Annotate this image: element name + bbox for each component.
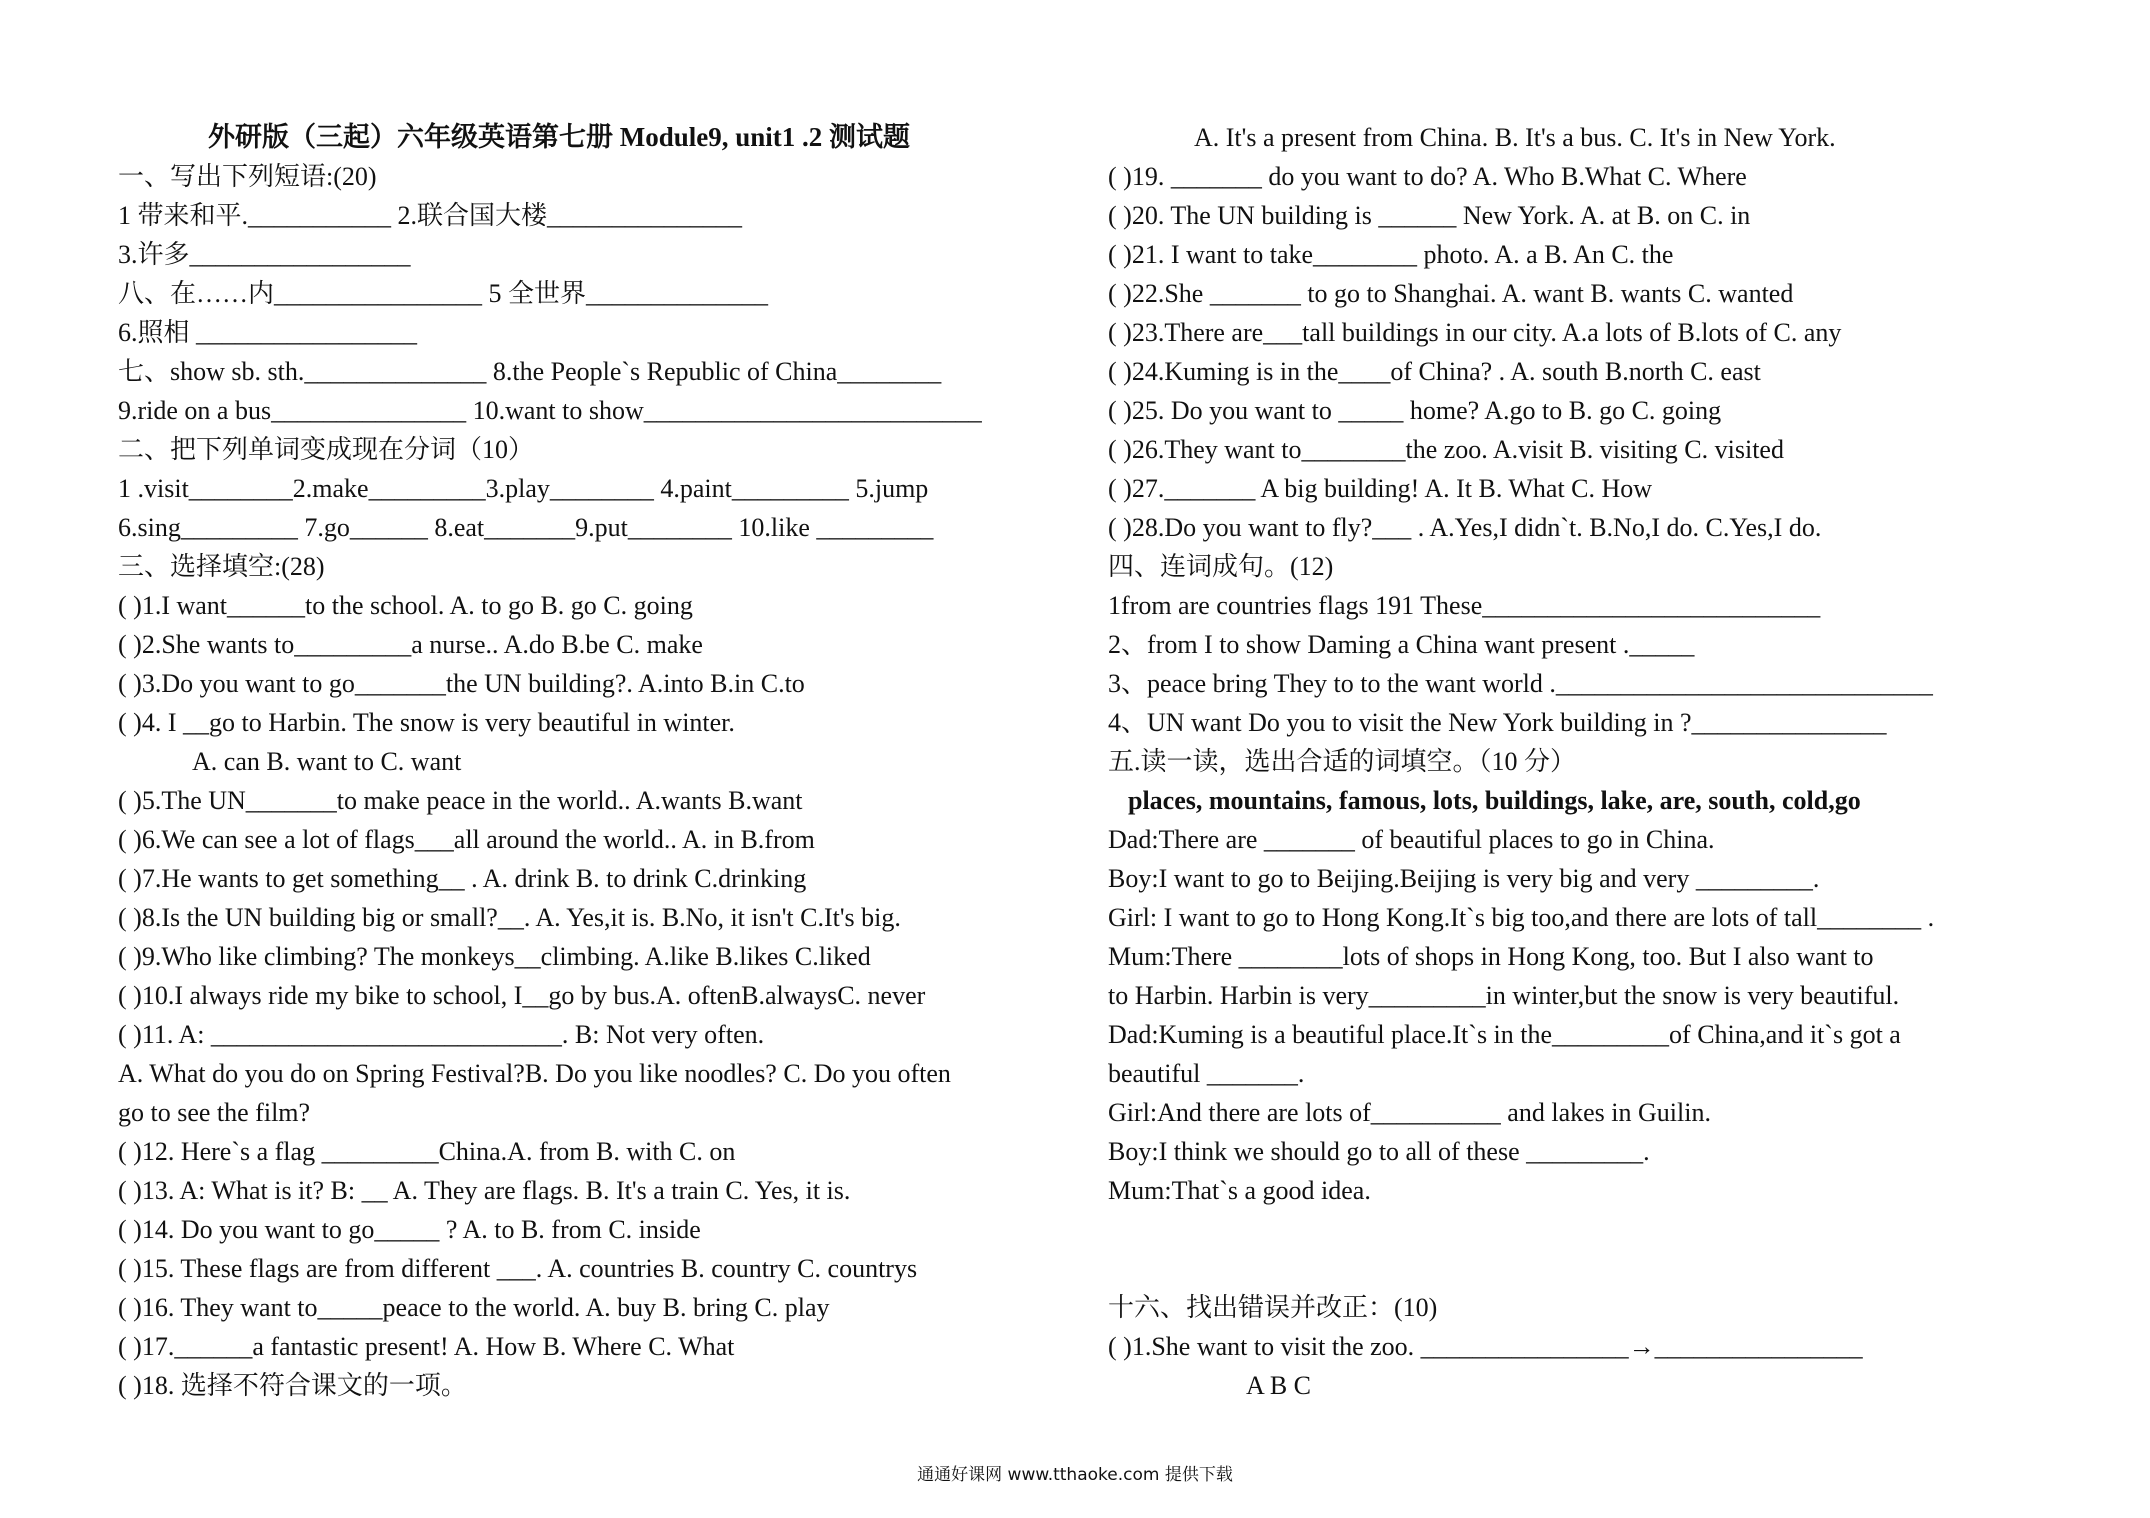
question-line: ( )15. These flags are from different ___. A. countries B. country C. countrys	[118, 1254, 918, 1283]
question-line: 9.ride on a bus_______________ 10.want to show__________________________	[118, 396, 982, 425]
section-heading-reading: 五.读一读，选出合适的词填空。（10 分）	[1108, 747, 1577, 776]
question-line: 6.照相 _________________	[118, 318, 418, 347]
section-heading-corrections: 十六、找出错误并改正：(10)	[1108, 1293, 1438, 1322]
dialogue-line: Dad:There are _______ of beautiful places to go in China.	[1108, 825, 1715, 854]
right-column	[1108, 118, 2058, 1405]
section-heading-phrases: 一、写出下列短语:(20)	[118, 162, 377, 191]
dialogue-line: Mum:There ________lots of shops in Hong Kong, too. But I also want to	[1108, 942, 1874, 971]
question-line: ( )26.They want to________the zoo. A.visit B. visiting C. visited	[1108, 435, 1784, 464]
dialogue-line: Boy:I want to go to Beijing.Beijing is very big and very _________.	[1108, 864, 1820, 893]
dialogue-line: Dad:Kuming is a beautiful place.It`s in the_________of China,and it`s got a	[1108, 1020, 1901, 1049]
question-line: 1 .visit________2.make_________3.play________ 4.paint_________ 5.jump	[118, 474, 929, 503]
question-line: ( )10.I always ride my bike to school, I__go by bus.A. oftenB.alwaysC. never	[118, 981, 926, 1010]
option-letters: A B C	[1246, 1371, 1312, 1400]
left-column	[118, 118, 1068, 1405]
question-line: ( )14. Do you want to go_____ ? A. to B. from C. inside	[118, 1215, 701, 1244]
question-line: ( )1.She want to visit the zoo. ________________→________________	[1108, 1332, 1863, 1361]
question-line: 2、from I to show Daming a China want present ._____	[1108, 630, 1695, 659]
dialogue-line: beautiful _______.	[1108, 1059, 1305, 1088]
question-line: 1 带来和平.___________ 2.联合国大楼_______________	[118, 201, 743, 230]
question-options: go to see the film?	[118, 1098, 311, 1127]
question-line: ( )6.We can see a lot of flags___all around the world.. A. in B.from	[118, 825, 815, 854]
question-options: A. What do you do on Spring Festival?B. Do you like noodles? C. Do you often	[118, 1059, 951, 1088]
question-line: ( )5.The UN_______to make peace in the world.. A.wants B.want	[118, 786, 803, 815]
question-line: ( )22.She _______ to go to Shanghai. A. want B. wants C. wanted	[1108, 279, 1794, 308]
question-line: ( )21. I want to take________ photo. A. a B. An C. the	[1108, 240, 1674, 269]
question-line: ( )19. _______ do you want to do? A. Who B.What C. Where	[1108, 162, 1747, 191]
question-line: ( )17.______a fantastic present! A. How B. Where C. What	[118, 1332, 735, 1361]
question-line: ( )16. They want to_____peace to the world. A. buy B. bring C. play	[118, 1293, 830, 1322]
question-line: ( )9.Who like climbing? The monkeys__climbing. A.like B.likes C.liked	[118, 942, 871, 971]
question-line: ( )24.Kuming is in the____of China? . A. south B.north C. east	[1108, 357, 1761, 386]
dialogue-line: Girl: I want to go to Hong Kong.It`s big too,and there are lots of tall________ .	[1108, 903, 1935, 932]
question-line: ( )1.I want______to the school. A. to go B. go C. going	[118, 591, 693, 620]
question-line: ( )2.She wants to_________a nurse.. A.do B.be C. make	[118, 630, 703, 659]
question-line: 1from are countries flags 191 These__________________________	[1108, 591, 1821, 620]
question-line: ( )7.He wants to get something__ . A. drink B. to drink C.drinking	[118, 864, 807, 893]
question-line: 4、UN want Do you to visit the New York building in ?_______________	[1108, 708, 1887, 737]
question-line: 八、在……内________________ 5 全世界______________	[118, 279, 769, 308]
question-line: ( )28.Do you want to fly?___ . A.Yes,I didn`t. B.No,I do. C.Yes,I do.	[1108, 513, 1822, 542]
section-heading-participles: 二、把下列单词变成现在分词（10）	[118, 435, 535, 464]
question-line: ( )18. 选择不符合课文的一项。	[118, 1371, 467, 1400]
question-line: ( )3.Do you want to go_______the UN building?. A.into B.in C.to	[118, 669, 805, 698]
exam-title: 外研版（三起）六年级英语第七册 Module9, unit1 .2 测试题	[208, 122, 911, 152]
page-footer: 通通好课网 www.tthaoke.com 提供下载	[917, 1465, 1233, 1485]
question-options: A. can B. want to C. want	[192, 747, 462, 776]
question-line: 3.许多_________________	[118, 240, 411, 269]
question-line: 3、peace bring They to to the want world ._____________________________	[1108, 669, 1933, 698]
dialogue-line: to Harbin. Harbin is very_________in winter,but the snow is very beautiful.	[1108, 981, 1900, 1010]
question-line: 七、show sb. sth.______________ 8.the People`s Republic of China________	[118, 357, 942, 386]
question-line: 6.sing_________ 7.go______ 8.eat_______9.put________ 10.like _________	[118, 513, 934, 542]
question-line: ( )25. Do you want to _____ home? A.go to B. go C. going	[1108, 396, 1722, 425]
question-line: ( )13. A: What is it? B: __ A. They are flags. B. It's a train C. Yes, it is.	[118, 1176, 851, 1205]
question-line: ( )4. I __go to Harbin. The snow is very beautiful in winter.	[118, 708, 735, 737]
question-line: ( )8.Is the UN building big or small?__. A. Yes,it is. B.No, it isn't C.It's big.	[118, 903, 901, 932]
question-line: ( )11. A: ___________________________. B: Not very often.	[118, 1020, 765, 1049]
section-heading-choice: 三、选择填空:(28)	[118, 552, 325, 581]
dialogue-line: Girl:And there are lots of__________ and lakes in Guilin.	[1108, 1098, 1711, 1127]
dialogue-line: Mum:That`s a good idea.	[1108, 1176, 1371, 1205]
question-options: A. It's a present from China. B. It's a bus. C. It's in New York.	[1194, 123, 1836, 152]
word-bank: places, mountains, famous, lots, buildings, lake, are, south, cold,go	[1128, 786, 1861, 815]
dialogue-line: Boy:I think we should go to all of these _________.	[1108, 1137, 1650, 1166]
section-heading-sentences: 四、连词成句。(12)	[1108, 552, 1334, 581]
question-line: ( )12. Here`s a flag _________China.A. from B. with C. on	[118, 1137, 736, 1166]
question-line: ( )20. The UN building is ______ New York. A. at B. on C. in	[1108, 201, 1751, 230]
spacer	[1108, 1210, 2058, 1288]
question-line: ( )23.There are___tall buildings in our city. A.a lots of B.lots of C. any	[1108, 318, 1842, 347]
question-line: ( )27._______ A big building! A. It B. What C. How	[1108, 474, 1653, 503]
